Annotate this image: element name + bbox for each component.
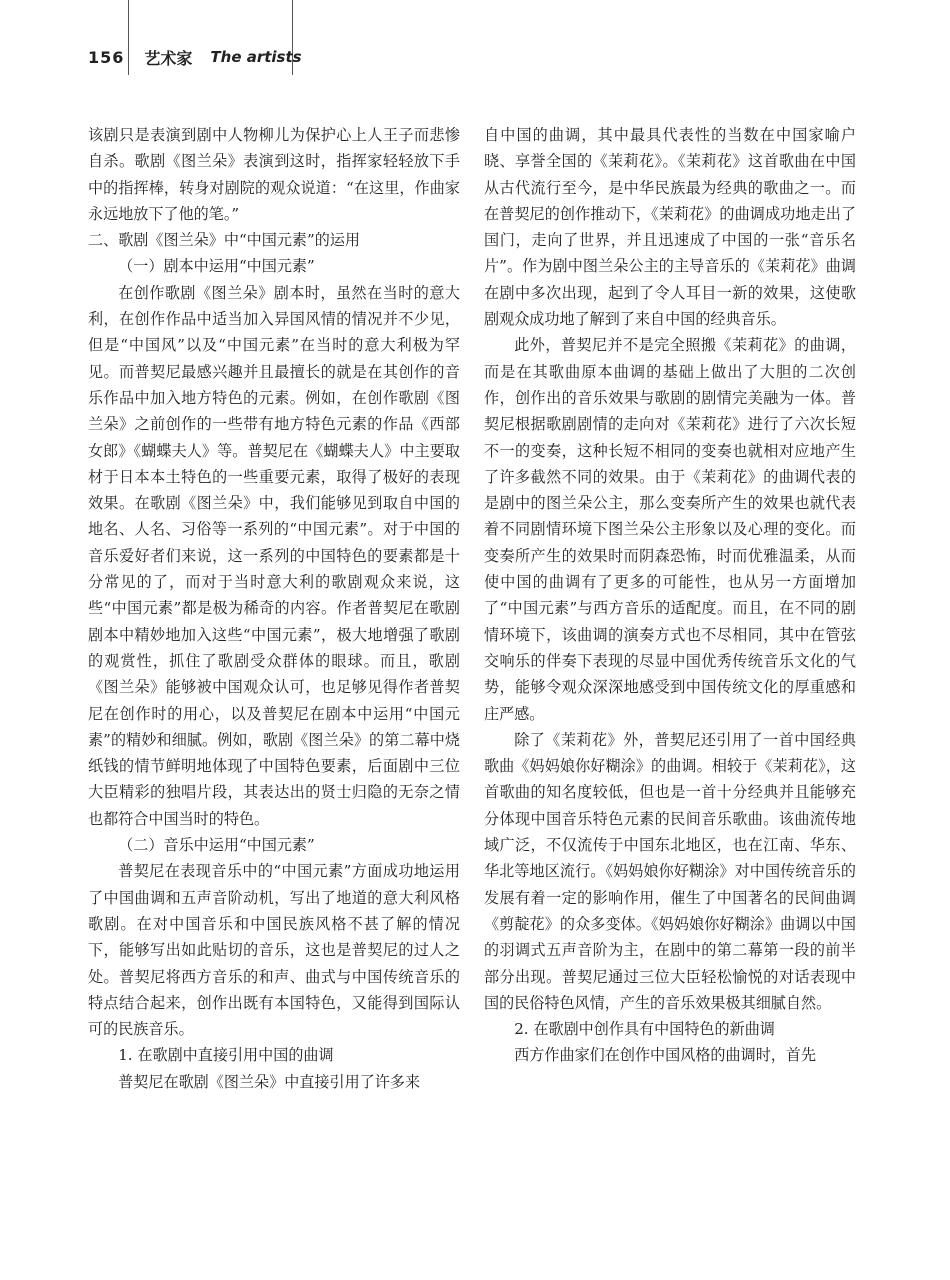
- paragraph: 此外，普契尼并不是完全照搬《茉莉花》的曲调，而是在其歌曲原本曲调的基础上做出了大胆的二次创作，创作出的音乐效果与歌剧的剧情完美融为一体。普契尼根据歌剧剧情的走向对《茉莉花》进行了六次长短不一的变奏，这种长短不相同的变奏也就相对应地产生了许多截然不同的效果。由于《茉莉花》的曲调代表的是剧中的图兰朵公主，那么变奏所产生的效果也就代表着不同剧情环境下图兰朵公主形象以及心理的变化。而变奏所产生的效果时而阴森恐怖，时而优雅温柔，从而使中国的曲调有了更多的可能性，也从另一方面增加了“中国元素”与西方音乐的适配度。而且，在不同的剧情环境下，该曲调的演奏方式也不尽相同，其中在管弦交响乐的伴奏下表现的尽显中国优秀传统音乐文化的气势，能够令观众深深地感受到中国传统文化的厚重感和庄严感。: [484, 336, 856, 723]
- paragraph: 自中国的曲调，其中最具代表性的当数在中国家喻户晓、享誉全国的《茉莉花》。《茉莉花》这首歌曲在中国从古代流行至今，是中华民族最为经典的歌曲之一。而在普契尼的创作推动下，《茉莉花》的曲调成功地走出了国门，走向了世界，并且迅速成了中国的一张“音乐名片”。作为剧中图兰朵公主的主导音乐的《茉莉花》曲调在剧中多次出现，起到了令人耳目一新的效果，这使歌剧观众成功地了解到了来自中国的经典音乐。: [484, 126, 856, 329]
- paragraph: 西方作曲家们在创作中国风格的曲调时，首先: [514, 1046, 817, 1065]
- right-column: [484, 122, 856, 1069]
- paragraph: 该剧只是表演到剧中人物柳儿为保护心上人王子而悲惨自杀。歌剧《图兰朵》表演到这时，指挥家轻轻放下手中的指挥棒，转身对剧院的观众说道：“在这里，作曲家永远地放下了他的笔。”: [88, 126, 460, 223]
- paragraph: 普契尼在表现音乐中的“中国元素”方面成功地运用了中国曲调和五声音阶动机，写出了地道的意大利风格歌剧。在对中国音乐和中国民族风格不甚了解的情况下，能够写出如此贴切的音乐，这也是普契尼的过人之处。普契尼将西方音乐的和声、曲式与中国传统音乐的特点结合起来，创作出既有本国特色，又能得到国际认可的民族音乐。: [88, 862, 460, 1039]
- journal-title-en: The artists: [210, 48, 302, 66]
- page-header: [88, 42, 302, 72]
- section-heading: 二、歌剧《图兰朵》中“中国元素”的运用: [88, 231, 361, 250]
- journal-title-cn: 艺术家: [144, 48, 193, 68]
- paragraph: 除了《茉莉花》外，普契尼还引用了一首中国经典歌曲《妈妈娘你好糊涂》的曲调。相较于《茉莉花》，这首歌曲的知名度较低，但也是一首十分经典并且能够充分体现中国音乐特色元素的民间音乐歌曲。该曲流传地域广泛，不仅流传于中国东北地区，也在江南、华东、华北等地区流行。《妈妈娘你好糊涂》对中国传统音乐的发展有着一定的影响作用，催生了中国著名的民间曲调《剪靛花》的众多变体。《妈妈娘你好糊涂》曲调以中国的羽调式五声音阶为主，在剧中的第二幕第一段的前半部分出现。普契尼通过三位大臣轻松愉悦的对话表现中国的民俗特色风情，产生的音乐效果极其细腻自然。: [484, 730, 856, 1012]
- subsection-heading: 1. 在歌剧中直接引用中国的曲调: [118, 1046, 334, 1065]
- page-number: 156: [88, 47, 125, 67]
- subsection-heading: （一）剧本中运用“中国元素”: [118, 257, 315, 276]
- left-column: [88, 122, 460, 1095]
- subsection-heading: 2. 在歌剧中创作具有中国特色的新曲调: [514, 1020, 775, 1039]
- paragraph: 在创作歌剧《图兰朵》剧本时，虽然在当时的意大利，在创作作品中适当加入异国风情的情况并不少见，但是“中国风”以及“中国元素”在当时的意大利极为罕见。而普契尼最感兴趣并且最擅长的就是在其创作的音乐作品中加入地方特色的元素。例如，在创作歌剧《图兰朵》之前创作的一些带有地方特色元素的作品《西部女郎》《蝴蝶夫人》等。普契尼在《蝴蝶夫人》中主要取材于日本本土特色的一些重要元素，取得了极好的表现效果。在歌剧《图兰朵》中，我们能够见到取自中国的地名、人名、习俗等一系列的“中国元素”。对于中国的音乐爱好者们来说，这一系列的中国特色的要素都是十分常见的了，而对于当时意大利的歌剧观众来说，这些“中国元素”都是极为稀奇的内容。作者普契尼在歌剧剧本中精妙地加入这些“中国元素”，极大地增强了歌剧的观赏性，抓住了歌剧受众群体的眼球。而且，歌剧《图兰朵》能够被中国观众认可，也足够见得作者普契尼在创作时的用心，以及普契尼在剧本中运用“中国元素”的精妙和细腻。例如，歌剧《图兰朵》的第二幕中烧纸钱的情节鲜明地体现了中国特色要素，后面剧中三位大臣精彩的独唱片段，其表达出的贤士归隐的无奈之情也都符合中国当时的特色。: [88, 283, 460, 828]
- paragraph: 普契尼在歌剧《图兰朵》中直接引用了许多来: [118, 1072, 421, 1091]
- subsection-heading: （二）音乐中运用“中国元素”: [118, 836, 315, 855]
